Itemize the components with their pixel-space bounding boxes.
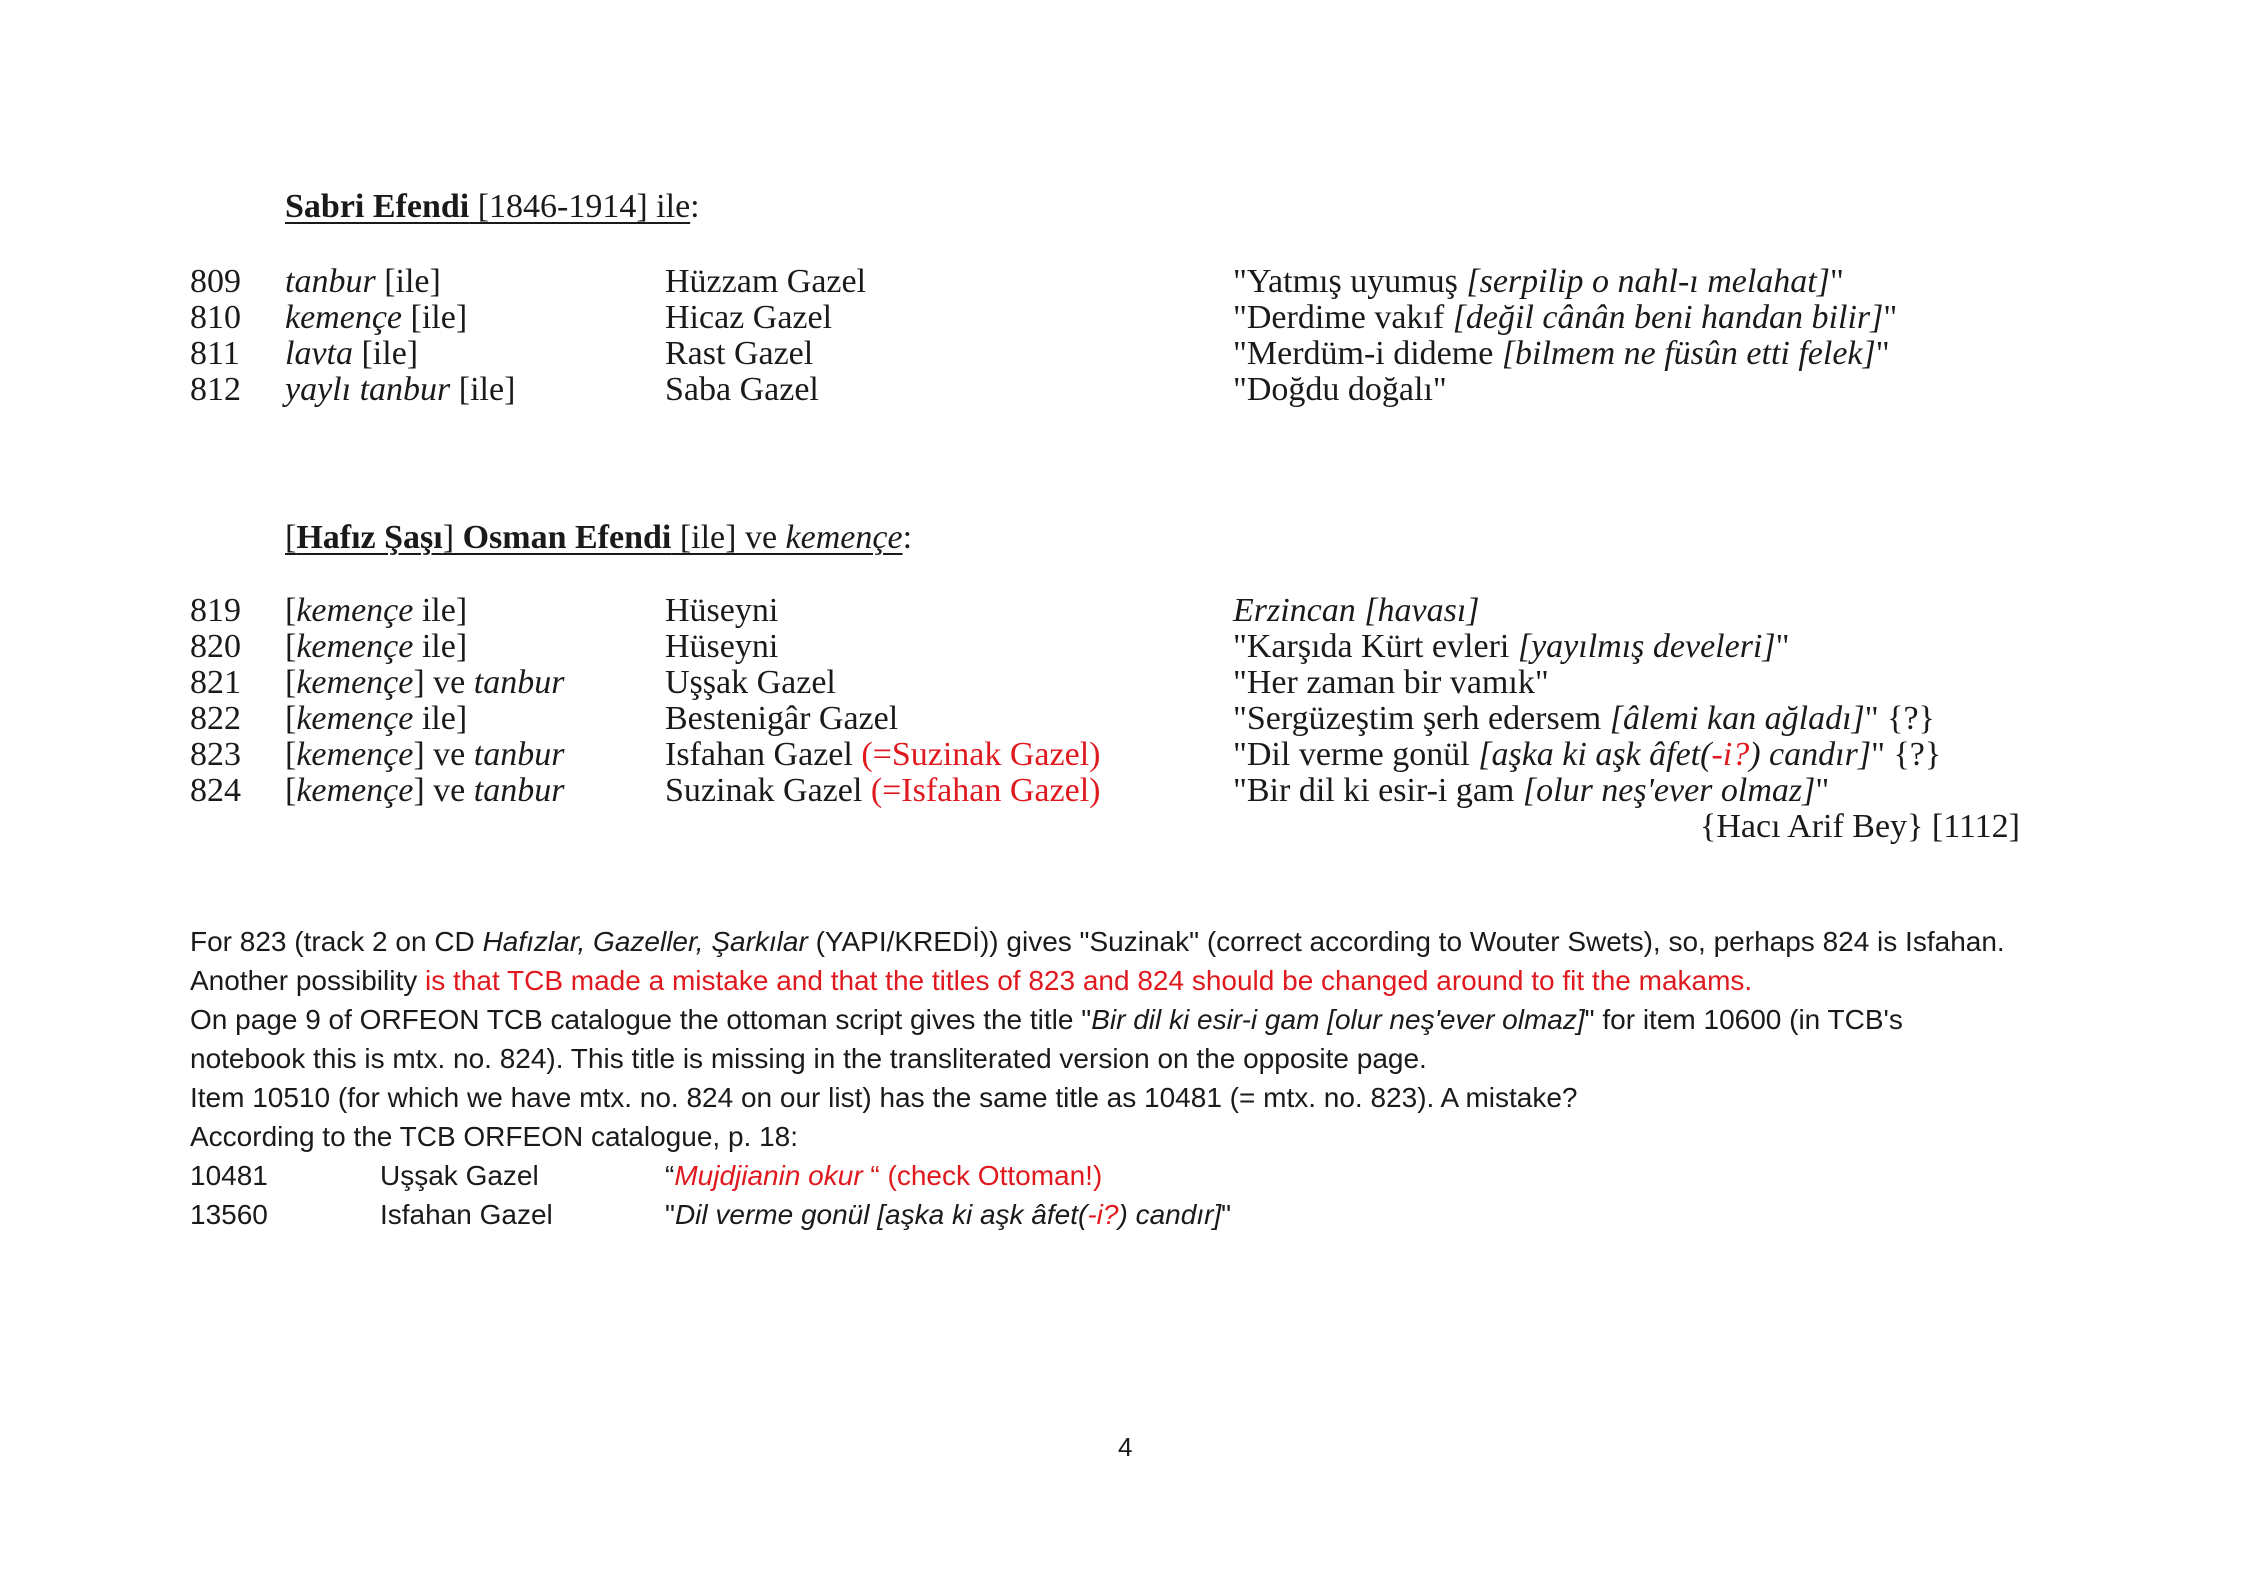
table-row	[0, 700, 2245, 738]
section-heading-sabri-efendi	[285, 188, 700, 226]
instrument: [kemençe] ve tanbur	[285, 736, 565, 773]
note-line: Item 10510 (for which we have mtx. no. 824 on our list) has the same title as 10481 (= mtx. no. 823). A mistake?	[190, 1082, 1578, 1113]
makam: Isfahan Gazel	[380, 1199, 553, 1230]
table-row	[0, 592, 2245, 630]
makam: Saba Gazel	[665, 371, 819, 408]
heading-name-hafiz: Hafız Şaşı	[296, 519, 443, 556]
song-title: "Dil verme gonül [aşka ki aşk âfet(-i?) candır]"	[665, 1199, 1232, 1230]
song-title: "Yatmış uyumuş [serpilip o nahl-ı melahat]"	[1233, 263, 1844, 300]
song-title: "Her zaman bir vamık"	[1233, 664, 1549, 701]
heading-name: Sabri Efendi	[285, 188, 470, 225]
table-row	[0, 1199, 2245, 1237]
table-row	[0, 335, 2245, 373]
matrix-number: 823	[190, 736, 241, 773]
table-row	[0, 1160, 2245, 1198]
matrix-number: 824	[190, 772, 241, 809]
makam: Suzinak Gazel (=Isfahan Gazel)	[665, 772, 1101, 809]
matrix-number: 811	[190, 335, 240, 372]
makam: Bestenigâr Gazel	[665, 700, 899, 737]
table-row	[0, 628, 2245, 666]
catalogue-number: 10481	[190, 1160, 268, 1191]
note-line: According to the TCB ORFEON catalogue, p. 18:	[190, 1121, 799, 1152]
matrix-number: 821	[190, 664, 241, 701]
instrument: yaylı tanbur [ile]	[285, 371, 516, 408]
makam: Hüzzam Gazel	[665, 263, 867, 300]
song-title: "Merdüm-i dideme [bilmem ne füsûn etti felek]"	[1233, 335, 1890, 372]
makam: Hüseyni	[665, 628, 779, 665]
song-title: "Doğdu doğalı"	[1233, 371, 1447, 408]
song-title: "Bir dil ki esir-i gam [olur neş'ever olmaz]"	[1233, 772, 1830, 809]
instrument: [kemençe] ve tanbur	[285, 772, 565, 809]
table-row	[0, 772, 2245, 810]
makam: Hüseyni	[665, 592, 779, 629]
makam: Uşşak Gazel	[380, 1160, 539, 1191]
table-row	[0, 299, 2245, 337]
note-line: notebook this is mtx. no. 824). This title is missing in the transliterated version on the opposite page.	[190, 1043, 1427, 1074]
song-title: "Karşıda Kürt evleri [yayılmış develeri]"	[1233, 628, 1790, 665]
section-heading-osman-efendi: [Hafız Şaşı] Osman Efendi [ile] ve kemençe:	[285, 519, 913, 556]
note-line: Another possibility is that TCB made a mistake and that the titles of 823 and 824 should be changed around to fit the makams.	[190, 965, 1753, 996]
song-title: "Dil verme gonül [aşka ki aşk âfet(-i?) candır]" {?}	[1233, 736, 1942, 773]
note-line: For 823 (track 2 on CD Hafızlar, Gazeller, Şarkılar (YAPI/KREDİ)) gives "Suzinak" (correct according to Wouter Swets), so, perhaps 824 is Isfahan.	[190, 926, 2005, 957]
composer-attribution: {Hacı Arif Bey} [1112]	[1700, 808, 2020, 845]
table-row	[0, 263, 2245, 301]
instrument: tanbur [ile]	[285, 263, 441, 300]
song-title: “Mujdjianin okur “ (check Ottoman!)	[665, 1160, 1103, 1191]
catalogue-number: 13560	[190, 1199, 268, 1230]
table-row	[0, 371, 2245, 409]
heading-dates: [1846-1914] ile	[469, 188, 691, 225]
makam: Rast Gazel	[665, 335, 814, 372]
song-title: Erzincan [havası]	[1233, 592, 1480, 629]
song-title: "Derdime vakıf [değil cânân beni handan bilir]"	[1233, 299, 1898, 336]
table-row	[0, 736, 2245, 774]
makam: Isfahan Gazel (=Suzinak Gazel)	[665, 736, 1101, 773]
makam: Hicaz Gazel	[665, 299, 833, 336]
instrument: [kemençe ile]	[285, 700, 468, 737]
matrix-number: 819	[190, 592, 241, 629]
song-title: "Sergüzeştim şerh edersem [âlemi kan ağladı]" {?}	[1233, 700, 1935, 737]
instrument: [kemençe] ve tanbur	[285, 664, 565, 701]
heading-name-osman: Osman Efendi	[462, 519, 672, 556]
instrument: [kemençe ile]	[285, 628, 468, 665]
matrix-number: 822	[190, 700, 241, 737]
instrument: [kemençe ile]	[285, 592, 468, 629]
matrix-number: 812	[190, 371, 241, 408]
makam: Uşşak Gazel	[665, 664, 836, 701]
page-number: 4	[1118, 1432, 1133, 1462]
heading-colon: :	[690, 188, 700, 225]
matrix-number: 820	[190, 628, 241, 665]
table-row	[0, 664, 2245, 702]
matrix-number: 809	[190, 263, 241, 300]
instrument: lavta [ile]	[285, 335, 419, 372]
matrix-number: 810	[190, 299, 241, 336]
note-line: On page 9 of ORFEON TCB catalogue the ottoman script gives the title "Bir dil ki esir-i gam [olur neş'ever olmaz]" for item 10600 (in TCB's	[190, 1004, 1903, 1035]
instrument: kemençe [ile]	[285, 299, 468, 336]
